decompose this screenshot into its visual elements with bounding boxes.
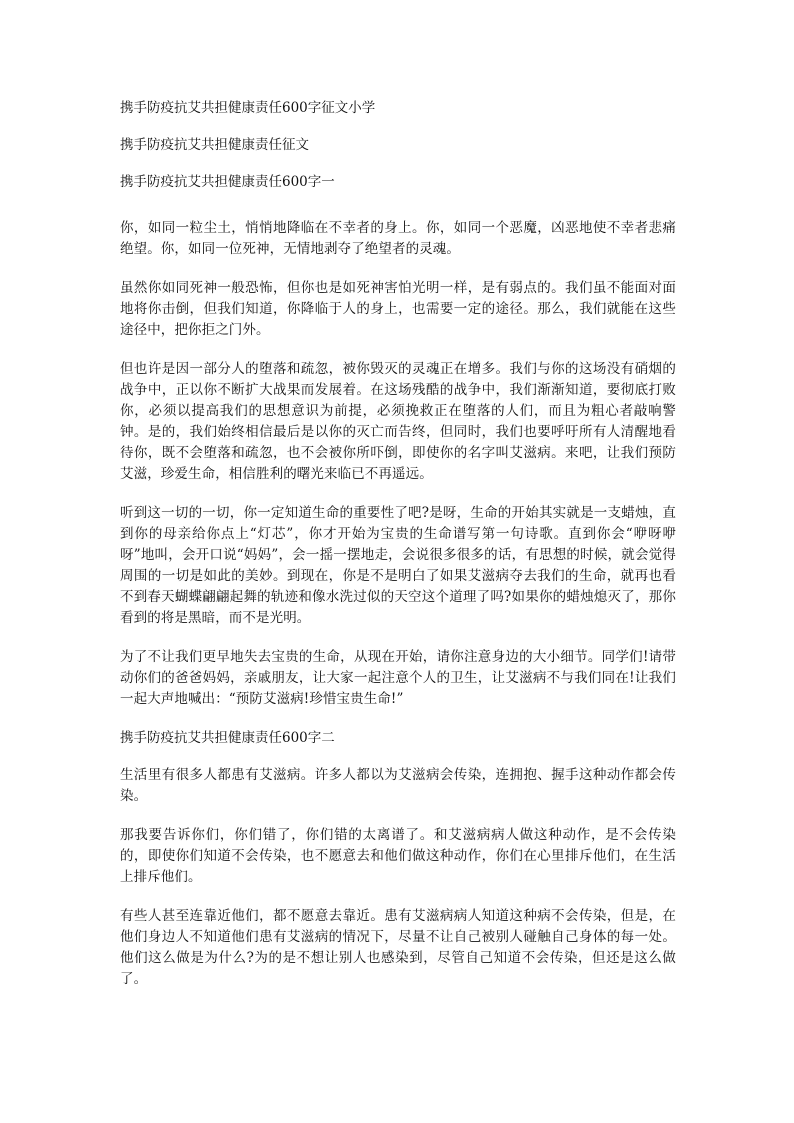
section-1-paragraph-3: 但也许是因一部分人的堕落和疏忽，被你毁灭的灵魂正在增多。我们与你的这场没有硝烟的战争中，正以你不断扩大战果而发展着。在这场残酷的战争中，我们渐渐知道，要彻底打败你，必须以提高我们的思想意识为前提，必须挽救正在堕落的人们，而且为粗心者敲响警钟。是的，我们始终相信最后是以你的灭亡而告终，但同时，我们也要呼吁所有人清醒地看待你，既不会堕落和疏忽，也不会被你所吓倒，即使你的名字叫艾滋病。来吧，让我们预防艾滋，珍爱生命，相信胜利的曙光来临已不再遥远。 (120, 361, 676, 482)
section-2-paragraph-3: 有些人甚至连靠近他们，都不愿意去靠近。患有艾滋病病人知道这种病不会传染，但是，在他们身边人不知道他们患有艾滋病的情况下，尽量不让自己被别人碰触自己身体的每一处。他们这么做是为什么?为的是不想让别人也感染到，尽管自己知道不会传染，但还是这么做了。 (120, 908, 676, 987)
section-1-paragraph-1: 你，如同一粒尘土，悄悄地降临在不幸者的身上。你，如同一个恶魔，凶恶地使不幸者悲痛绝望。你，如同一位死神，无情地剥夺了绝望者的灵魂。 (120, 220, 676, 257)
section-2-heading: 携手防疫抗艾共担健康责任600字二 (120, 730, 335, 746)
section-1-paragraph-4: 听到这一切的一切，你一定知道生命的重要性了吧?是呀，生命的开始其实就是一支蜡烛，直到你的母亲给你点上“灯芯”，你才开始为宝贵的生命谱写第一句诗歌。直到你会“咿呀咿呀”地叫，会开口说“妈妈”，会一摇一摆地走，会说很多很多的话，有思想的时候，就会觉得周围的一切是如此的美妙。到现在，你是不是明白了如果艾滋病夺去我们的生命，就再也看不到春天蝴蝶翩翩起舞的轨迹和像水洗过似的天空这个道理了吗?如果你的蜡烛熄灭了，那你看到的将是黑暗，而不是光明。 (120, 505, 676, 626)
section-2-paragraph-1: 生活里有很多人都患有艾滋病。许多人都以为艾滋病会传染，连拥抱、握手这种动作都会传染。 (120, 767, 676, 804)
document-page (120, 98, 676, 1008)
section-2-paragraph-2: 那我要告诉你们，你们错了，你们错的太离谱了。和艾滋病病人做这种动作，是不会传染的，即使你们知道不会传染，也不愿意去和他们做这种动作，你们在心里排斥他们，在生活上排斥他们。 (120, 827, 676, 885)
section-1-paragraph-2: 虽然你如同死神一般恐怖，但你也是如死神害怕光明一样，是有弱点的。我们虽不能面对面地将你击倒，但我们知道，你降临于人的身上，也需要一定的途径。那么，我们就能在这些途径中，把你拒之门外。 (120, 280, 676, 338)
section-1-paragraph-5: 为了不让我们更早地失去宝贵的生命，从现在开始，请你注意身边的大小细节。同学们!请带动你们的爸爸妈妈，亲戚朋友，让大家一起注意个人的卫生，让艾滋病不与我们同在!让我们一起大声地喊出：“预防艾滋病!珍惜宝贵生命!” (120, 649, 676, 707)
section-1-heading: 携手防疫抗艾共担健康责任600字一 (120, 174, 335, 190)
document-title: 携手防疫抗艾共担健康责任600字征文小学 (120, 100, 376, 116)
document-subtitle: 携手防疫抗艾共担健康责任征文 (120, 137, 309, 153)
